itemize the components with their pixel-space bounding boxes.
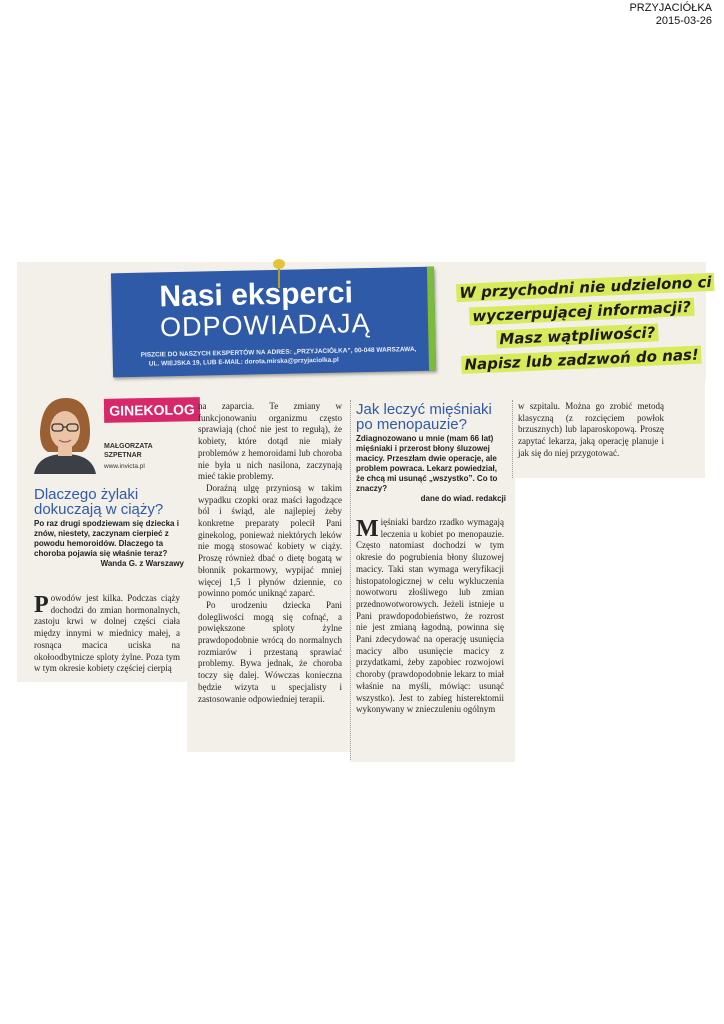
article2-answer-col2: w szpitalu. Można go zrobić metodą klasyczną (z rozcięciem powłok brzusznych) lub laparoskopową. Proszę zapytać lekarza, jaką operację planuje i jak się do niej przygotować. [518,401,664,458]
expert-avatar [32,392,98,474]
expert-name: MAŁGORZATA SZPETNAR [104,443,153,459]
banner-address-line: PISZCIE DO NASZYCH EKSPERTÓW NA ADRES: „PRZYJACIÓŁKA”, 00-048 WARSZAWA, [140,346,417,359]
publication-date: 2015-03-26 [655,15,712,27]
article1-signature: Wanda G. z Warszawy [100,559,184,568]
article1-header [34,487,184,569]
callout-line: W przychodni nie udzielono ci [456,272,709,307]
article1-question: Po raz drugi spodziewam się dziecka i znów, niestety, zaczynam cierpieć z powodu hemoroidów. Dlaczego ta choroba pojawia się właśnie teraz? [34,519,179,558]
drop-cap: P [34,592,49,618]
article2-title: Jak leczyć mięśniaki po menopauzie? [356,401,492,433]
publication-name: PRZYJACIÓŁKA [629,2,712,14]
article1-answer-col2 [198,401,342,705]
article1-answer-col1: Powodów jest kilka. Podczas ciąży dochodzi do zmian hormonalnych, zastoju krwi w dolnej części ciała między innymi w miednicy małej, a rosnąca macica uciska na okołoodbytnicze sploty żylne. Poza tym w tym okresie kobiety częściej cierpią [34,592,180,674]
paragraph: Po urodzeniu dziecka Pani dolegliwości mogą się cofnąć, a powiększone sploty żylne prawdopodobnie wrócą do normalnych rozmiarów i przestaną sprawiać problemy. Bywa jednak, że choroba toczy się dalej. Wówczas konieczna będzie wizyta u specjalisty i zastosowanie odpowiedniej terapii. [198,599,342,704]
article2-signature: dane do wiad. redakcji [420,494,506,503]
column-divider [512,400,513,478]
expert-category-badge: GINEKOLOG [104,397,200,423]
pushpin-icon [272,258,286,288]
expert-website: www.invicta.pl [104,463,145,470]
banner-title: Nasi eksperci [159,276,354,314]
reader-callout [446,272,712,384]
article1-title: Dlaczego żylaki dokuczają w ciąży? [34,486,164,518]
column-divider [350,400,351,760]
article2-question: Zdiagnozowano u mnie (mam 66 lat) mięśniaki i przerost błony śluzowej macicy. Przeszłam dwie operacje, ale problem powraca. Lekarz powiedział, że chcą mi usunąć „wszystko”. Co to znaczy? [356,434,498,493]
paragraph: Doraźną ulgę przyniosą w takim wypadku czopki oraz maści łagodzące ból i świąd, ale najlepiej żeby konkretne preparaty polecił Pani ginekolog, ponieważ niektórych leków nie mogą stosować kobiety w ciąży. Proszę również dbać o dietę bogatą w błonnik pokarmowy, wypijać mniej więcej 1,5 l płynów dziennie, co powinno pomóc uniknąć zaparć. [198,482,342,599]
drop-cap: M [356,516,379,542]
banner-address-line: UL. WIEJSKA 19, LUB E-MAIL: dorota.mirska@przyjaciolka.pl [148,356,339,368]
page-header [629,2,712,28]
banner-subtitle: ODPOWIADAJĄ [159,307,371,343]
article2-answer-col1: Mięśniaki bardzo rzadko wymagają leczenia u kobiet po menopauzie. Często natomiast dochodzi w tym okresie do pogrubienia błony śluzowej macicy. Taki stan wymaga weryfikacji histopatologicznej w celu wykluczenia nowotworu złośliwego lub zmian przednowotworowych. Jeżeli istnieje u Pani prawdopodobieństwo, że rozrost nie jest zmianą łagodną, powinna się Pani zdecydować na operację usunięcia macicy albo usunięcie macicy z przydatkami, żeby zapobiec rozwojowi choroby (prawdopodobnie lekarz to miał właśnie na myśli, mówiąc: usunąć wszystko). Jest to zabieg histerektomii wykonywany w znieczuleniu ogólnym [356,516,504,715]
article2-header [356,402,506,504]
callout-line: wyczerpującej informacji? [469,296,722,331]
paragraph: na zaparcia. Te zmiany w funkcjonowaniu organizmu często sprawiają (choć nie jest to regułą), że kobiety, które dotąd nie miały problemów z hemoroidami lub choroba nie była u nich nasilona, zaczynają mieć takie problemy. [198,401,342,482]
callout-line: Masz wątpliwości? [496,318,724,353]
callout-line: Napisz lub zadzwoń do nas! [461,344,714,379]
